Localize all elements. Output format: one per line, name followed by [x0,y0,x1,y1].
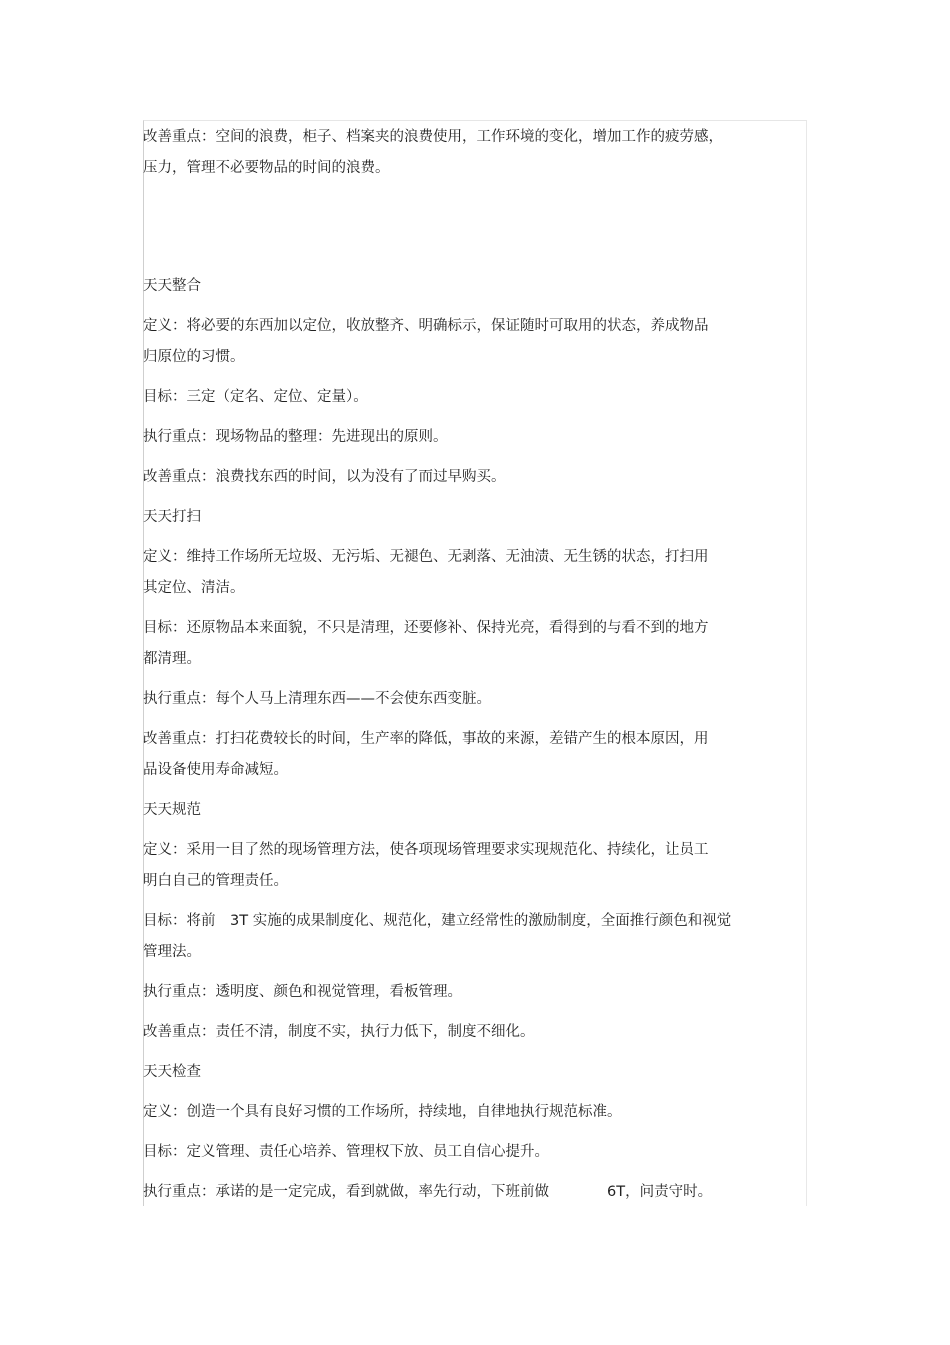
paragraph-line: 执行重点：现场物品的整理：先进现出的原则。 [143,429,448,445]
paragraph-line: 目标：三定（定名、定位、定量）。 [143,389,368,405]
paragraph [143,684,783,715]
paragraph [143,542,783,604]
paragraph-line: 执行重点：每个人马上清理东西——不会使东西变脏。 [143,691,491,707]
paragraph-line: 明白自己的管理责任。 [143,873,288,889]
paragraph-line: 改善重点：打扫花费较长的时间，生产率的降低，事故的来源，差错产生的根本原因，用 [143,731,709,747]
section-heading: 天天检查 [143,1064,201,1080]
paragraph-line: 执行重点：透明度、颜色和视觉管理，看板管理。 [143,984,462,1000]
paragraph [143,613,783,675]
paragraph-line: 管理法。 [143,944,201,960]
paragraph [143,1097,783,1128]
paragraph [143,422,783,453]
paragraph-line: 归原位的习惯。 [143,349,245,365]
paragraph-line: 定义：采用一目了然的现场管理方法，使各项现场管理要求实现规范化、持续化，让员工 [143,842,709,858]
paragraph [143,977,783,1008]
paragraph [143,311,783,373]
document-body [143,122,783,1217]
paragraph [143,1137,783,1168]
paragraph-line: 执行重点：承诺的是一定完成，看到就做，率先行动，下班前做 6T，问责守时。 [143,1184,713,1200]
section-heading: 天天整合 [143,278,201,294]
paragraph-line: 品设备使用寿命减短。 [143,762,288,778]
section-heading: 天天规范 [143,802,201,818]
section-gap [143,193,783,271]
paragraph [143,906,783,968]
paragraph-line: 目标：将前 3T 实施的成果制度化、规范化，建立经常性的激励制度，全面推行颜色和视觉 [143,913,732,929]
paragraph [143,1177,783,1208]
section-heading: 天天打扫 [143,509,201,525]
paragraph-line: 目标：定义管理、责任心培养、管理权下放、员工自信心提升。 [143,1144,549,1160]
paragraph [143,835,783,897]
paragraph-line: 其定位、清洁。 [143,580,245,596]
paragraph [143,122,783,184]
paragraph [143,1017,783,1048]
paragraph-line: 改善重点：浪费找东西的时间，以为没有了而过早购买。 [143,469,506,485]
paragraph-line: 目标：还原物品本来面貌，不只是清理，还要修补、保持光亮，看得到的与看不到的地方 [143,620,709,636]
paragraph [143,462,783,493]
paragraph [143,724,783,786]
paragraph [143,382,783,413]
paragraph-line: 定义：将必要的东西加以定位，收放整齐、明确标示，保证随时可取用的状态，养成物品 [143,318,709,334]
paragraph-line: 定义：创造一个具有良好习惯的工作场所，持续地，自律地执行规范标准。 [143,1104,622,1120]
paragraph-line: 改善重点：空间的浪费，柜子、档案夹的浪费使用，工作环境的变化，增加工作的疲劳感， [143,129,723,145]
paragraph-line: 都清理。 [143,651,201,667]
paragraph-line: 改善重点：责任不清，制度不实，执行力低下，制度不细化。 [143,1024,535,1040]
paragraph-line: 压力，管理不必要物品的时间的浪费。 [143,160,390,176]
paragraph-line: 定义：维持工作场所无垃圾、无污垢、无褪色、无剥落、无油渍、无生锈的状态，打扫用 [143,549,709,565]
